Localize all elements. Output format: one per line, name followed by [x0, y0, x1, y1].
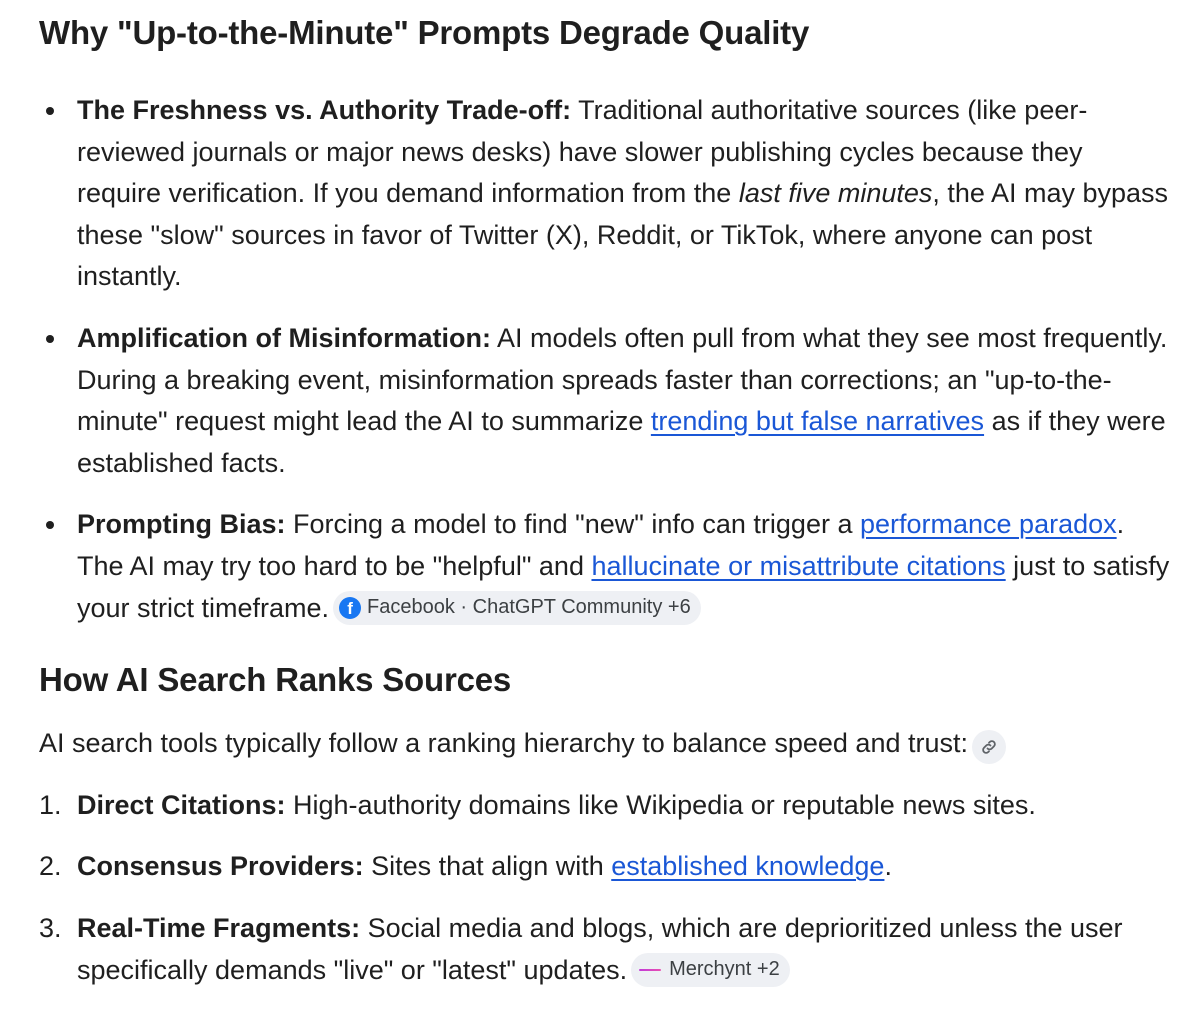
list-item	[39, 908, 1170, 991]
trending-false-narratives-link[interactable]: trending but false narratives	[650, 406, 985, 437]
step-text: Social media and blogs, which are deprioritized unless the user specifically demands "live" or "latest" updates.	[77, 912, 1123, 985]
bullet-text: as if they were established facts.	[77, 406, 1166, 478]
section-heading-ranks: How AI Search Ranks Sources	[39, 661, 512, 699]
step-term: Real-Time Fragments:	[77, 912, 361, 943]
step-text: High-authority domains like Wikipedia or reputable news sites.	[285, 789, 1036, 820]
step-term: Direct Citations:	[77, 789, 286, 820]
merchynt-logo-icon	[637, 964, 663, 976]
hallucinate-citations-link[interactable]: hallucinate or misattribute citations	[591, 550, 1006, 581]
bullet-emphasis: last five minutes	[738, 178, 933, 209]
step-number: 3.	[39, 912, 62, 943]
step-term: Consensus Providers:	[77, 851, 364, 882]
list-item	[39, 90, 1170, 298]
bullet-text: Traditional authoritative sources (like peer-reviewed journals or major news desks) have slower publishing cycles because they require verification. If you demand information from the	[77, 95, 1088, 209]
list-item	[39, 318, 1170, 484]
citation-link-chip[interactable]	[972, 730, 1006, 764]
section-heading-why: Why "Up-to-the-Minute" Prompts Degrade Quality	[39, 14, 810, 51]
source-chip-label: Merchynt +2	[669, 957, 780, 980]
bullet-text: just to satisfy your strict timeframe.	[77, 550, 1170, 623]
intro-text: AI search tools typically follow a ranking hierarchy to balance speed and trust:	[39, 728, 968, 759]
ranking-list	[39, 785, 1170, 991]
source-chip-label: Facebook · ChatGPT Community +6	[367, 595, 691, 618]
step-text: .	[884, 851, 892, 882]
facebook-icon: f	[339, 597, 361, 619]
list-item	[39, 846, 1170, 888]
step-text: Sites that align with	[363, 851, 612, 882]
bullet-term: Amplification of Misinformation:	[77, 322, 491, 353]
ranking-intro	[39, 723, 1170, 765]
step-number: 1.	[39, 789, 62, 820]
bullet-text: Forcing a model to find "new" info can trigger a	[285, 509, 860, 540]
list-item	[39, 504, 1170, 629]
bullet-text: . The AI may try too hard to be "helpful" and	[77, 509, 1125, 581]
performance-paradox-link[interactable]: performance paradox	[859, 509, 1117, 540]
link-icon	[980, 738, 998, 756]
established-knowledge-link[interactable]: established knowledge	[611, 851, 885, 882]
step-number: 2.	[39, 851, 62, 882]
reasons-list	[39, 90, 1170, 629]
list-item	[39, 785, 1170, 827]
bullet-text: , the AI may bypass these "slow" sources in favor of Twitter (X), Reddit, or TikTok, where anyone can post instantly.	[77, 178, 1169, 292]
source-chip-facebook[interactable]	[333, 591, 701, 625]
bullet-text: AI models often pull from what they see most frequently. During a breaking event, misinformation spreads faster than corrections; an "up-to-the-minute" request might lead the AI to summarize	[77, 322, 1168, 437]
source-chip-merchynt[interactable]	[631, 953, 790, 987]
bullet-term: Prompting Bias:	[77, 509, 286, 540]
bullet-term: The Freshness vs. Authority Trade-off:	[77, 95, 572, 125]
